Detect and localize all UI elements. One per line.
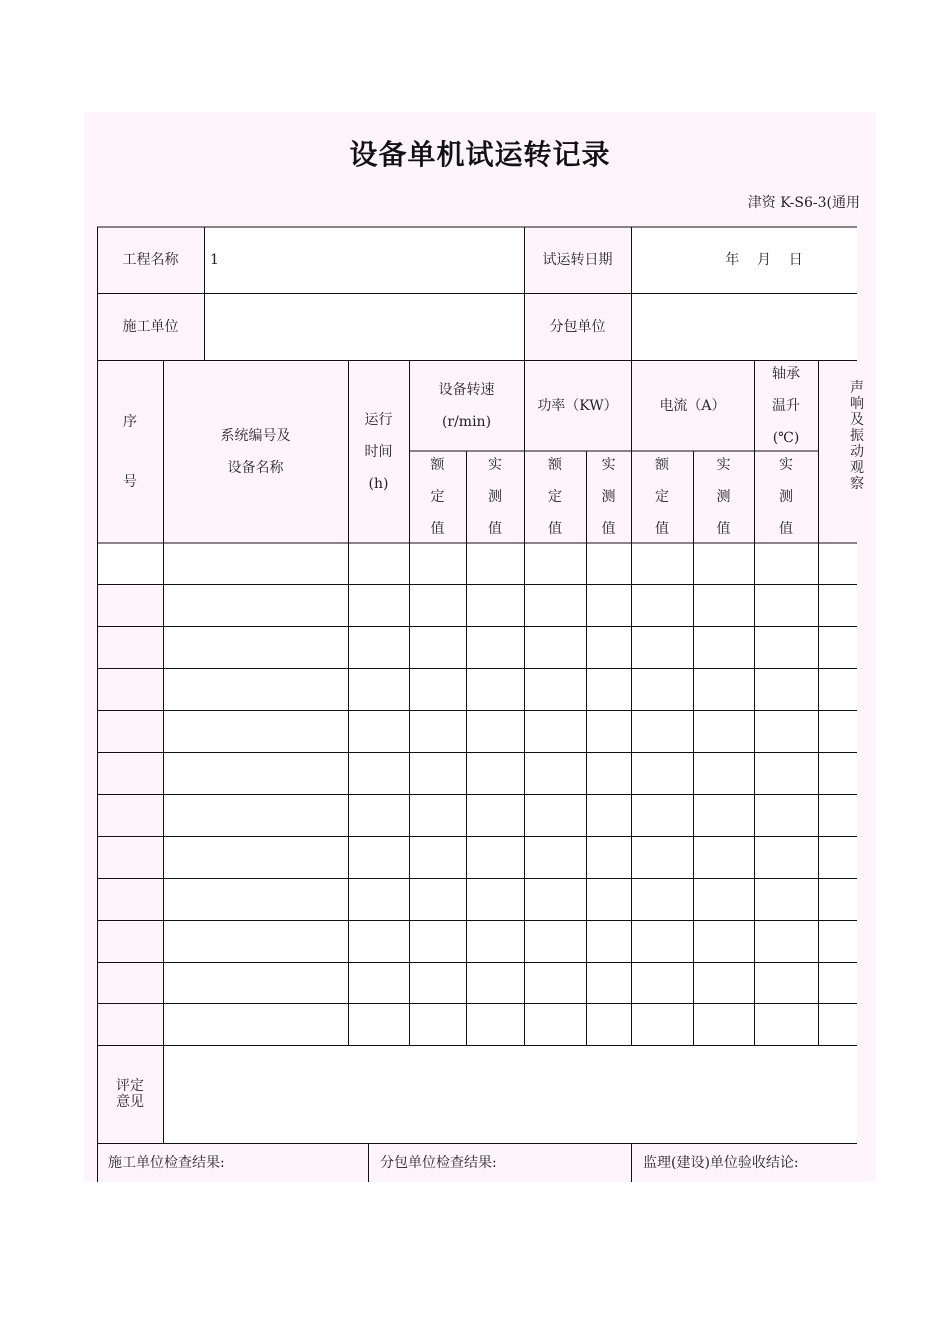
runtime-header-line3: (h) [368, 476, 389, 492]
seq-header-top: 序 [123, 414, 137, 430]
bearing-header-line2: 温升 [772, 398, 800, 414]
measured-char: 测 [601, 489, 616, 505]
runtime-header-line2: 时间 [364, 444, 393, 460]
measured-char: 值 [601, 521, 616, 537]
remarks-label-line1: 评定 [116, 1078, 144, 1094]
rated-char: 定 [548, 489, 562, 505]
noise-char: 振 [850, 428, 864, 444]
measured-char: 值 [716, 521, 731, 537]
current-header: 电流（A） [659, 398, 726, 414]
speed-header-line2: (r/min) [441, 414, 492, 430]
remarks-label-line2: 意见 [116, 1094, 144, 1110]
measured-char: 实 [601, 457, 616, 473]
measured-char: 实 [716, 457, 731, 473]
run-date-label: 试运转日期 [542, 252, 613, 268]
measured-char: 实 [488, 457, 502, 473]
contractor-result[interactable]: 施工单位检查结果: [108, 1155, 225, 1171]
contractor-label: 施工单位 [122, 319, 179, 335]
page-title: 设备单机试运转记录 [349, 138, 611, 171]
measured-char: 测 [488, 489, 502, 505]
system-header-line1: 系统编号及 [220, 428, 291, 444]
form-number: 津资 K-S6-3(通用 [747, 195, 860, 211]
noise-char: 及 [850, 412, 864, 428]
rated-char: 值 [430, 521, 445, 537]
supervisor-result[interactable]: 监理(建设)单位验收结论: [643, 1155, 799, 1171]
rated-char: 额 [548, 457, 562, 473]
noise-char: 响 [850, 396, 864, 412]
power-header: 功率（KW） [537, 398, 618, 414]
noise-char: 察 [850, 476, 864, 492]
bearing-header-line3: (℃) [772, 430, 800, 446]
runtime-header-line1: 运行 [364, 412, 393, 428]
rated-char: 额 [655, 457, 669, 473]
rated-char: 值 [655, 521, 669, 537]
subcontractor-result[interactable]: 分包单位检查结果: [380, 1155, 497, 1171]
seq-header-bottom: 号 [123, 474, 137, 490]
noise-char: 声 [850, 380, 864, 396]
measured-char: 测 [716, 489, 731, 505]
rated-char: 额 [430, 457, 445, 473]
rated-char: 定 [655, 489, 669, 505]
noise-char: 动 [850, 444, 864, 460]
measured-char: 值 [779, 521, 793, 537]
rated-char: 值 [548, 521, 562, 537]
run-date-value: 年 月 日 [725, 252, 803, 268]
project-name-value: 1 [210, 252, 219, 268]
rated-char: 定 [430, 489, 445, 505]
subcontractor-label: 分包单位 [549, 319, 606, 335]
measured-char: 实 [779, 457, 793, 473]
project-name-label: 工程名称 [122, 252, 179, 268]
measured-char: 测 [779, 489, 793, 505]
bearing-header-line1: 轴承 [772, 366, 800, 382]
system-header-line2: 设备名称 [227, 460, 284, 476]
speed-header-line1: 设备转速 [438, 382, 495, 398]
noise-char: 观 [850, 460, 864, 476]
measured-char: 值 [488, 521, 502, 537]
